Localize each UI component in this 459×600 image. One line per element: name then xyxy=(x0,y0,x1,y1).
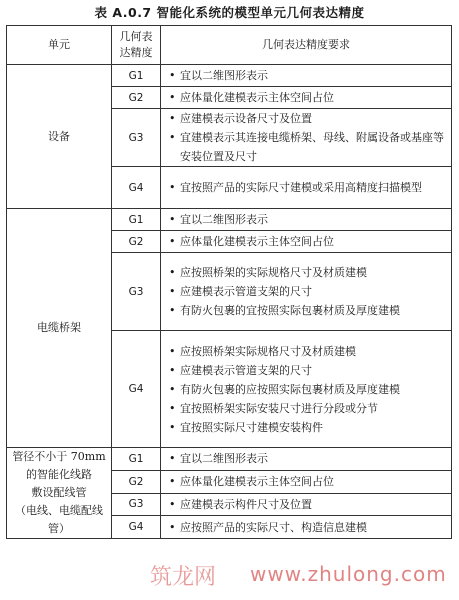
requirement-item xyxy=(169,109,447,128)
level-cell: G2 xyxy=(112,87,161,109)
requirement-text: 宜按照产品的实际尺寸建模或采用高精度扫描模型 xyxy=(180,181,422,194)
requirement-text: 宜建模表示其连接电缆桥架、母线、附属设备或基座等安装位置及尺寸 xyxy=(180,131,444,163)
requirement-text: 应体量化建模表示主体空间占位 xyxy=(180,91,334,104)
unit-cell: 设备 xyxy=(7,65,112,209)
header-unit: 单元 xyxy=(7,26,112,65)
level-cell: G4 xyxy=(112,516,161,539)
requirement-item xyxy=(169,88,447,107)
requirement-cell xyxy=(161,109,452,167)
bullet-icon: • xyxy=(169,213,176,226)
bullet-icon: • xyxy=(169,304,176,317)
requirement-item xyxy=(169,301,447,320)
bullet-icon: • xyxy=(169,363,176,377)
bullet-icon: • xyxy=(169,520,176,534)
requirement-cell xyxy=(161,493,452,516)
bullet-icon: • xyxy=(169,181,176,194)
requirement-item xyxy=(169,399,447,418)
level-cell: G1 xyxy=(112,209,161,231)
requirement-text: 有防火包裹的应按照实际包裹材质及厚度建模 xyxy=(180,382,400,396)
requirement-text: 应建模表示构件尺寸及位置 xyxy=(180,497,312,511)
requirement-item xyxy=(169,418,447,437)
requirement-text: 应按照桥架的实际规格尺寸及材质建模 xyxy=(180,266,367,279)
table-header-row xyxy=(7,26,452,65)
level-cell: G3 xyxy=(112,253,161,331)
requirement-cell xyxy=(161,516,452,539)
bullet-icon: • xyxy=(169,69,176,82)
bullet-icon: • xyxy=(169,131,176,144)
requirement-text: 应体量化建模表示主体空间占位 xyxy=(180,475,334,489)
requirement-item xyxy=(169,495,447,514)
requirement-text: 宜以二维图形表示 xyxy=(180,69,268,82)
bullet-icon: • xyxy=(169,420,176,434)
requirement-text: 宜按照实际尺寸建模安装构件 xyxy=(180,420,323,434)
requirement-text: 应建模表示设备尺寸及位置 xyxy=(180,112,312,125)
bullet-icon: • xyxy=(169,91,176,104)
bullet-icon: • xyxy=(169,344,176,358)
level-cell: G3 xyxy=(112,493,161,516)
bullet-icon: • xyxy=(169,235,176,248)
requirement-cell xyxy=(161,331,452,448)
requirement-text: 应按照桥架实际规格尺寸及材质建模 xyxy=(180,344,356,358)
requirement-item xyxy=(169,263,447,282)
requirement-item xyxy=(169,449,447,468)
requirement-text: 应建模表示管道支架的尺寸 xyxy=(180,285,312,298)
requirement-cell xyxy=(161,87,452,109)
level-cell: G4 xyxy=(112,167,161,209)
requirement-item xyxy=(169,210,447,229)
watermark-url: www.zhulong.com xyxy=(250,562,447,586)
table-body xyxy=(7,65,452,539)
level-cell: G1 xyxy=(112,448,161,471)
requirement-item xyxy=(169,472,447,491)
requirement-text: 应按照产品的实际尺寸、构造信息建模 xyxy=(180,520,367,534)
requirement-item xyxy=(169,232,447,251)
requirement-text: 有防火包裹的宜按照实际包裹材质及厚度建模 xyxy=(180,304,400,317)
requirement-text: 宜按照桥架实际安装尺寸进行分段或分节 xyxy=(180,401,378,415)
bullet-icon: • xyxy=(169,497,176,511)
level-cell: G2 xyxy=(112,470,161,493)
bullet-icon: • xyxy=(169,285,176,298)
watermark-cn: 筑龙网 xyxy=(150,565,217,590)
level-cell: G3 xyxy=(112,109,161,167)
precision-table xyxy=(6,25,452,539)
bullet-icon: • xyxy=(169,452,176,466)
requirement-item xyxy=(169,128,447,166)
bullet-icon: • xyxy=(169,475,176,489)
bullet-icon: • xyxy=(169,112,176,125)
requirement-text: 宜以二维图形表示 xyxy=(180,452,268,466)
table-row xyxy=(7,448,452,471)
requirement-cell xyxy=(161,209,452,231)
requirement-cell xyxy=(161,167,452,209)
bullet-icon: • xyxy=(169,401,176,415)
header-level: 几何表 达精度 xyxy=(112,26,161,65)
unit-cell: 电缆桥架 xyxy=(7,209,112,448)
level-cell: G4 xyxy=(112,331,161,448)
requirement-cell xyxy=(161,448,452,471)
requirement-item xyxy=(169,361,447,380)
requirement-item xyxy=(169,66,447,85)
requirement-cell xyxy=(161,470,452,493)
requirement-item xyxy=(169,342,447,361)
requirement-text: 宜以二维图形表示 xyxy=(180,213,268,226)
requirement-item xyxy=(169,518,447,537)
bullet-icon: • xyxy=(169,266,176,279)
level-cell: G2 xyxy=(112,231,161,253)
requirement-text: 应建模表示管道支架的尺寸 xyxy=(180,363,312,377)
requirement-cell xyxy=(161,253,452,331)
requirement-item xyxy=(169,178,447,197)
level-cell: G1 xyxy=(112,65,161,87)
table-title: 表 A.0.7 智能化系统的模型单元几何表达精度 xyxy=(94,5,365,20)
requirement-item xyxy=(169,282,447,301)
requirement-item xyxy=(169,380,447,399)
unit-cell: 管径不小于 70mm 的智能化线路 敷设配线管 （电线、电缆配线管） xyxy=(7,448,112,539)
table-row xyxy=(7,209,452,231)
requirement-cell xyxy=(161,65,452,87)
table-row xyxy=(7,65,452,87)
requirement-text: 应体量化建模表示主体空间占位 xyxy=(180,235,334,248)
header-requirement: 几何表达精度要求 xyxy=(161,26,452,65)
requirement-cell xyxy=(161,231,452,253)
bullet-icon: • xyxy=(169,382,176,396)
